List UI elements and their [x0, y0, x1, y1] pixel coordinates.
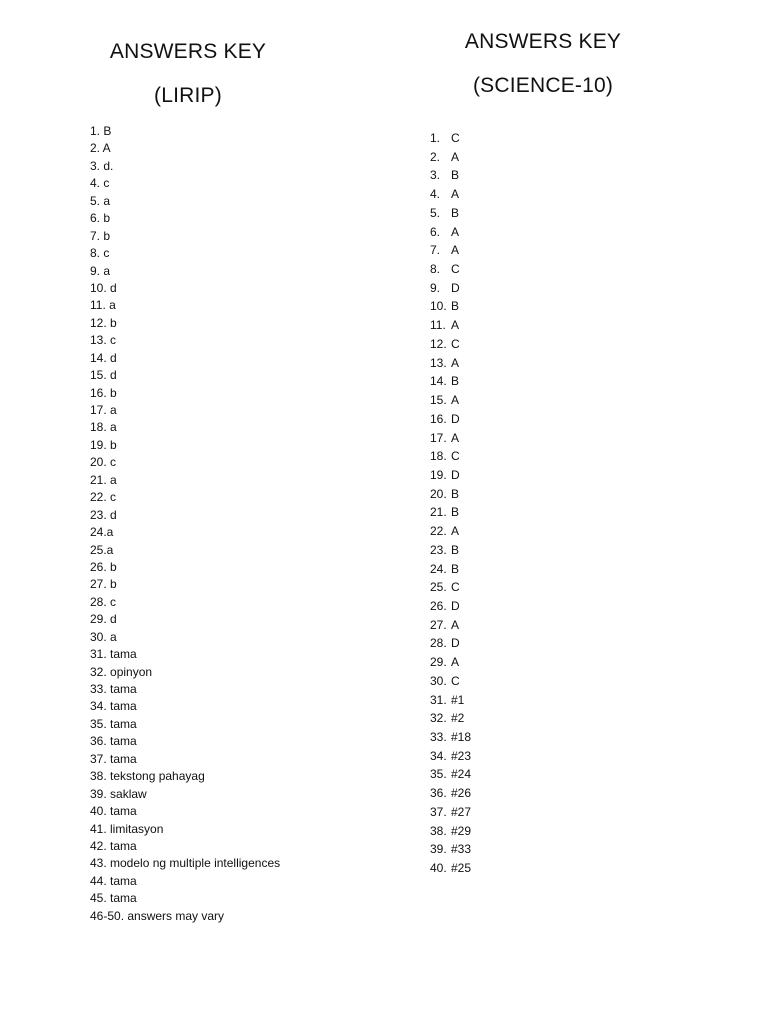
lirip-subject-label: (LIRIP) — [154, 84, 222, 107]
lirip-answer-item: 40. tama — [90, 804, 137, 819]
item-answer: #18 — [451, 730, 472, 744]
item-number: 17. — [430, 430, 447, 445]
science-answer-item — [430, 279, 471, 298]
item-answer: B — [451, 542, 460, 557]
lirip-answer-item: 30. a — [90, 629, 117, 644]
lirip-answer-item: 3. d. — [90, 158, 114, 173]
item-number: 4. — [430, 187, 441, 202]
item-number: 6. — [430, 224, 441, 239]
item-number: 1. — [430, 131, 441, 145]
item-number: 34. — [430, 748, 447, 763]
science-answer-item — [430, 466, 471, 485]
item-answer: #25 — [451, 861, 472, 876]
science-answer-item — [430, 822, 471, 841]
lirip-answer-item: 45. tama — [90, 891, 137, 906]
item-number: 28. — [430, 636, 447, 651]
lirip-answer-item: 11. a — [90, 298, 116, 313]
item-number: 36. — [430, 786, 447, 801]
science-answer-item — [430, 185, 471, 204]
science-answer-item — [430, 784, 471, 803]
science-answer-list — [430, 129, 471, 878]
lirip-answer-item: 22. c — [90, 490, 117, 505]
item-number: 5. — [430, 205, 441, 220]
item-answer: B — [451, 299, 460, 314]
item-number: 2. — [430, 149, 441, 164]
science-answer-item — [430, 166, 471, 185]
lirip-answer-item: 5. a — [90, 193, 111, 208]
science-answer-item — [430, 316, 471, 335]
science-answer-item — [430, 541, 471, 560]
science-answer-item — [430, 653, 471, 672]
science-answer-item — [430, 503, 471, 522]
item-answer: A — [451, 655, 460, 670]
item-number: 32. — [430, 711, 447, 726]
item-answer: #1 — [451, 692, 465, 707]
science-answer-item — [430, 765, 471, 784]
lirip-answer-item: 8. c — [90, 246, 110, 261]
lirip-answer-item: 23. d — [90, 507, 117, 522]
item-number: 21. — [430, 505, 447, 520]
lirip-answer-item: 6. b — [90, 211, 111, 226]
science-answer-item — [430, 223, 471, 242]
item-number: 30. — [430, 673, 447, 688]
item-answer: A — [451, 524, 460, 539]
item-number: 25. — [430, 580, 447, 595]
item-answer: #26 — [451, 786, 472, 801]
item-answer: D — [451, 598, 460, 613]
item-number: 31. — [430, 692, 447, 707]
item-number: 24. — [430, 561, 447, 576]
science-answer-item — [430, 747, 471, 766]
item-answer: D — [451, 280, 460, 295]
item-number: 20. — [430, 486, 447, 501]
item-answer: A — [451, 318, 460, 333]
item-answer: #23 — [451, 748, 472, 763]
item-answer: C — [451, 131, 460, 145]
item-answer: B — [451, 505, 460, 520]
item-answer: A — [451, 224, 460, 239]
science-answer-item — [430, 204, 471, 223]
lirip-answer-item: 2. A — [90, 141, 111, 156]
item-number: 14. — [430, 374, 447, 389]
item-answer: B — [451, 486, 460, 501]
science-answer-item — [430, 709, 471, 728]
item-answer: C — [451, 262, 460, 277]
lirip-answer-list — [90, 123, 280, 925]
science-answer-item — [430, 672, 471, 691]
item-number: 15. — [430, 393, 447, 408]
lirip-answer-item: 24.a — [90, 525, 114, 540]
lirip-answer-item: 41. limitasyon — [90, 821, 164, 836]
item-number: 23. — [430, 542, 447, 557]
science-answer-item — [430, 129, 471, 148]
item-answer: D — [451, 411, 460, 426]
science-answer-item — [430, 840, 471, 859]
science-answer-item — [430, 597, 471, 616]
science-subject-label: (SCIENCE-10) — [472, 74, 614, 97]
item-answer: A — [451, 393, 460, 408]
science-answer-item — [430, 429, 471, 448]
lirip-answer-item: 14. d — [90, 350, 117, 365]
science-answer-item — [430, 578, 471, 597]
item-answer: A — [451, 617, 460, 632]
science-answer-item — [430, 560, 471, 579]
science-answer-key-title: ANSWERS KEY — [464, 30, 622, 53]
item-answer: B — [451, 374, 460, 389]
lirip-answer-item: 44. tama — [90, 873, 137, 888]
lirip-answer-item: 9. a — [90, 263, 111, 278]
lirip-answer-item: 46-50. answers may vary — [90, 908, 225, 923]
item-number: 10. — [430, 299, 447, 314]
lirip-answer-item: 36. tama — [90, 734, 137, 749]
science-answer-item — [430, 447, 471, 466]
lirip-answer-item: 26. b — [90, 559, 117, 574]
science-answer-item — [430, 522, 471, 541]
lirip-answer-item: 35. tama — [90, 716, 137, 731]
lirip-answer-item: 28. c — [90, 594, 117, 609]
item-answer: C — [451, 580, 460, 595]
item-answer: B — [451, 168, 460, 183]
science-answer-item — [430, 728, 471, 747]
lirip-answer-item: 31. tama — [90, 647, 137, 662]
item-answer: A — [451, 149, 460, 164]
science-answer-item — [430, 148, 471, 167]
item-number: 26. — [430, 598, 447, 613]
item-answer: D — [451, 467, 460, 482]
lirip-answer-item: 7. b — [90, 228, 111, 243]
item-number: 11. — [430, 318, 446, 333]
item-number: 9. — [430, 280, 441, 295]
science-answer-item — [430, 410, 471, 429]
lirip-answer-item: 13. c — [90, 333, 117, 348]
item-number: 19. — [430, 467, 447, 482]
item-number: 37. — [430, 804, 447, 819]
lirip-answer-item: 21. a — [90, 472, 117, 487]
item-answer: #2 — [451, 711, 465, 726]
item-number: 12. — [430, 336, 447, 351]
science-answer-item — [430, 354, 471, 373]
lirip-answer-item: 38. tekstong pahayag — [90, 769, 205, 784]
lirip-answer-item: 42. tama — [90, 838, 137, 853]
lirip-answer-item: 27. b — [90, 577, 117, 592]
lirip-answer-item: 34. tama — [90, 699, 137, 714]
item-answer: C — [451, 449, 460, 464]
item-answer: B — [451, 561, 460, 576]
item-number: 13. — [430, 355, 447, 370]
science-answer-item — [430, 260, 471, 279]
item-answer: D — [451, 636, 460, 651]
lirip-answer-item: 1. B — [90, 124, 112, 138]
item-number: 29. — [430, 655, 447, 670]
item-answer: A — [451, 243, 460, 258]
item-answer: A — [451, 355, 460, 370]
item-number: 33. — [430, 730, 447, 744]
science-answer-item — [430, 859, 471, 878]
lirip-answer-item: 33. tama — [90, 682, 137, 696]
item-number: 3. — [430, 168, 441, 183]
science-answer-item — [430, 803, 471, 822]
lirip-answer-item: 29. d — [90, 612, 117, 627]
item-number: 22. — [430, 524, 447, 539]
item-number: 16. — [430, 411, 447, 426]
science-answer-item — [430, 634, 471, 653]
lirip-answer-item: 17. a — [90, 403, 117, 417]
lirip-answer-item: 37. tama — [90, 751, 137, 766]
science-answer-item — [430, 335, 471, 354]
science-answer-item — [430, 241, 471, 260]
item-number: 18. — [430, 449, 447, 464]
lirip-answer-item: 43. modelo ng multiple intelligences — [90, 856, 281, 871]
item-answer: #24 — [451, 767, 472, 782]
lirip-answer-item: 10. d — [90, 280, 117, 295]
science-answer-item — [430, 485, 471, 504]
lirip-answer-item: 4. c — [90, 176, 110, 191]
item-answer: C — [451, 673, 460, 688]
science-answer-item — [430, 691, 471, 710]
lirip-answer-item: 20. c — [90, 455, 117, 470]
item-answer: #27 — [451, 804, 472, 819]
lirip-answer-key-title: ANSWERS KEY — [109, 40, 267, 63]
lirip-answer-item: 32. opinyon — [90, 664, 153, 679]
item-answer: B — [451, 205, 460, 220]
item-number: 27. — [430, 617, 447, 632]
lirip-answer-item: 39. saklaw — [90, 786, 147, 801]
item-number: 7. — [430, 243, 441, 258]
lirip-answer-item: 19. b — [90, 437, 117, 452]
lirip-answer-item: 12. b — [90, 315, 117, 330]
item-number: 38. — [430, 823, 447, 838]
science-answer-item — [430, 372, 471, 391]
science-answer-item — [430, 297, 471, 316]
science-answer-item — [430, 391, 471, 410]
item-number: 39. — [430, 842, 447, 857]
item-answer: A — [451, 187, 460, 202]
item-answer: #29 — [451, 823, 472, 838]
lirip-answer-item: 15. d — [90, 368, 117, 383]
item-answer: #33 — [451, 842, 472, 857]
item-answer: C — [451, 336, 460, 351]
item-answer: A — [451, 430, 460, 445]
item-number: 8. — [430, 262, 441, 277]
item-number: 35. — [430, 767, 447, 782]
lirip-answer-item: 16. b — [90, 385, 117, 400]
item-number: 40. — [430, 861, 447, 876]
science-answer-item — [430, 616, 471, 635]
lirip-answer-item: 18. a — [90, 420, 117, 435]
lirip-answer-item: 25.a — [90, 542, 114, 557]
